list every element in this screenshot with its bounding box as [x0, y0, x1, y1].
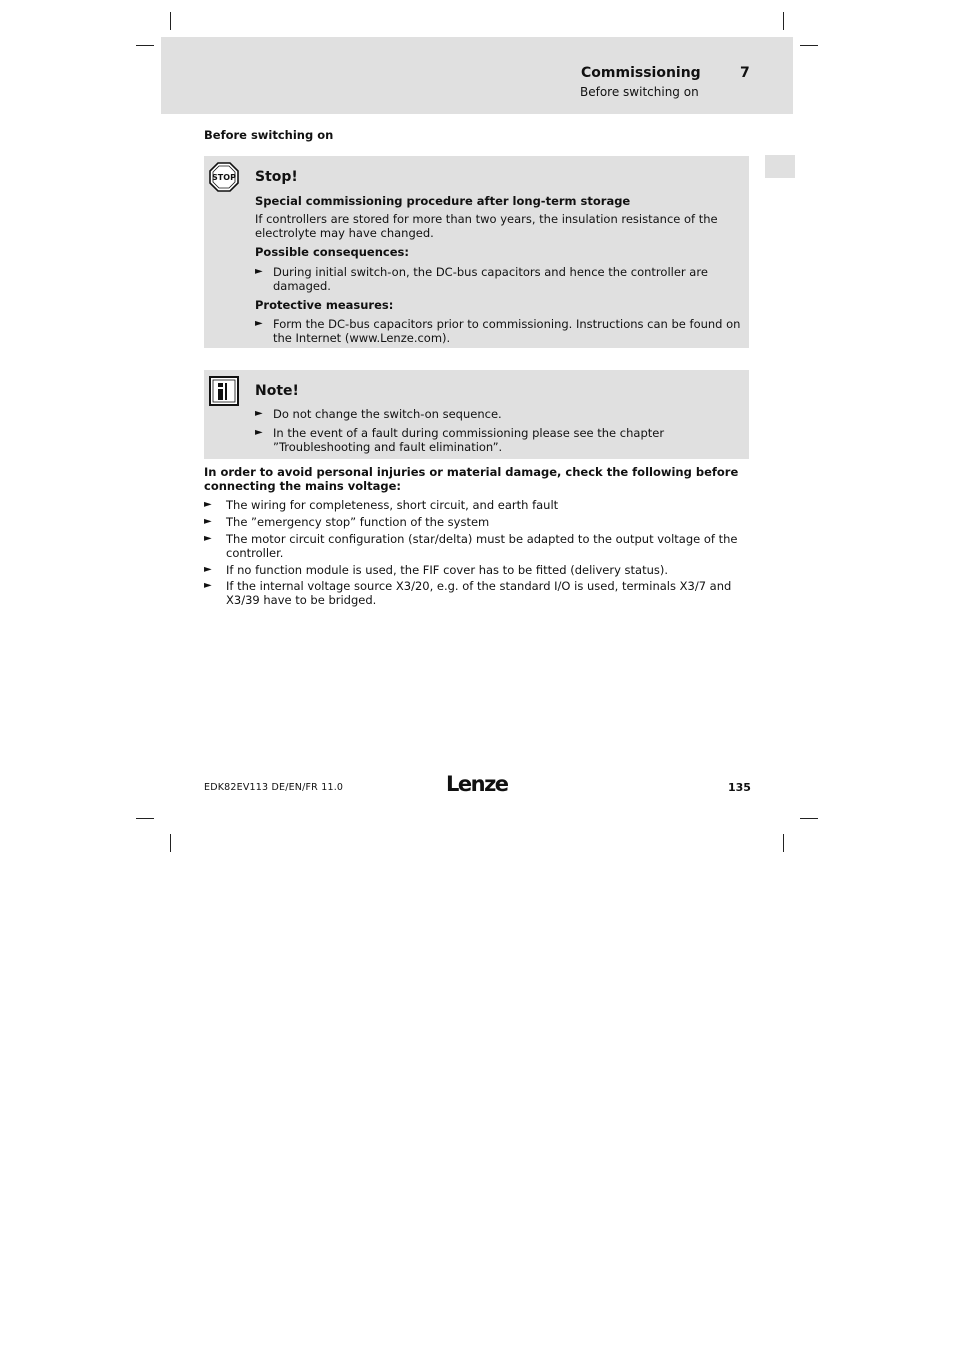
checklist-text: The wiring for completeness, short circuit, and earth fault [226, 498, 559, 512]
consequences-label: Possible consequences: [255, 245, 409, 259]
bullet-arrow-icon: ► [204, 499, 212, 510]
list-item [204, 515, 749, 529]
measure-text: Form the DC-bus capacitors prior to commissioning. Instructions can be found on the Internet (www.Lenze.com). [273, 317, 741, 345]
crop-mark [136, 818, 154, 819]
checklist-text: The ”emergency stop” function of the system [226, 515, 490, 529]
document-code: EDK82EV113 DE/EN/FR 11.0 [204, 782, 344, 793]
info-icon [209, 376, 239, 406]
bullet-arrow-icon: ► [204, 516, 212, 527]
note-text: In the event of a fault during commissioning please see the chapter ”Troubleshooting and fault elimination”. [273, 426, 665, 454]
note-box [204, 370, 749, 459]
list-item [255, 265, 745, 293]
chapter-tab-marker [765, 155, 795, 178]
bullet-arrow-icon: ► [255, 408, 263, 419]
section-heading: Before switching on [204, 128, 334, 142]
header-subtitle: Before switching on [580, 85, 699, 99]
checklist-text: If no function module is used, the FIF cover has to be fitted (delivery status). [226, 563, 669, 577]
chapter-title: Commissioning [581, 65, 701, 81]
list-item [204, 498, 749, 512]
bullet-arrow-icon: ► [204, 533, 212, 544]
stop-sign-icon [209, 162, 239, 192]
crop-mark [783, 12, 784, 30]
crop-mark [136, 45, 154, 46]
bullet-arrow-icon: ► [204, 580, 212, 591]
checklist-intro: In order to avoid personal injuries or material damage, check the following before connecting the mains voltage: [204, 465, 739, 493]
checklist-text: If the internal voltage source X3/20, e.g. of the standard I/O is used, terminals X3/7 and X3/39 have to be bridged. [226, 579, 732, 607]
crop-mark [800, 818, 818, 819]
list-item [204, 532, 749, 560]
list-item [204, 579, 749, 607]
bullet-arrow-icon: ► [255, 427, 263, 438]
stop-warning-box [204, 156, 749, 348]
note-text: Do not change the switch-on sequence. [273, 407, 502, 421]
stop-title: Stop! [255, 169, 298, 185]
chapter-number: 7 [740, 65, 750, 81]
checklist-text: The motor circuit configuration (star/delta) must be adapted to the output voltage of the controller. [226, 532, 738, 560]
measures-label: Protective measures: [255, 298, 394, 312]
bullet-arrow-icon: ► [255, 318, 263, 329]
stop-text: If controllers are stored for more than two years, the insulation resistance of the electrolyte may have changed. [255, 212, 718, 240]
list-item [255, 407, 745, 421]
list-item [255, 317, 745, 345]
lenze-logo: Lenze [446, 772, 508, 796]
crop-mark [170, 12, 171, 30]
bullet-arrow-icon: ► [255, 266, 263, 277]
page-number: 135 [728, 781, 751, 794]
page-header [161, 37, 793, 114]
bullet-arrow-icon: ► [204, 564, 212, 575]
consequence-text: During initial switch-on, the DC-bus capacitors and hence the controller are damaged. [273, 265, 708, 293]
crop-mark [800, 45, 818, 46]
list-item [255, 426, 745, 454]
note-title: Note! [255, 383, 299, 399]
stop-sign-text: STOP [212, 173, 236, 182]
stop-subheading: Special commissioning procedure after long-term storage [255, 194, 631, 208]
crop-mark [783, 834, 784, 852]
list-item [204, 563, 749, 577]
crop-mark [170, 834, 171, 852]
